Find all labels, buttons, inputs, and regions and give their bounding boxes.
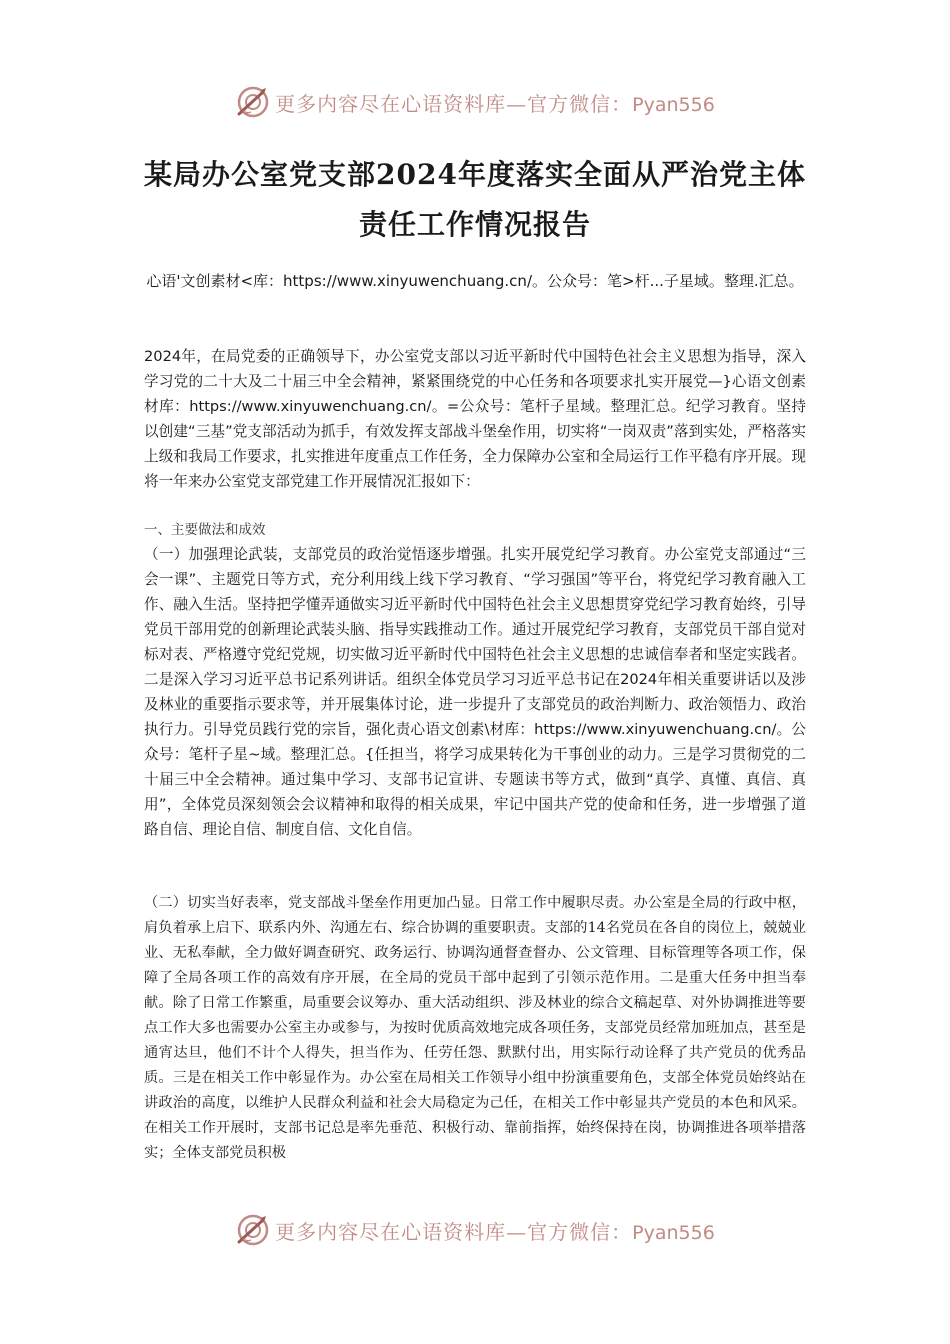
header-banner-message: 更多内容尽在心语资料库—官方微信： bbox=[275, 91, 633, 116]
document-title: 某局办公室党支部2024年度落实全面从严治党主体责任工作情况报告 bbox=[144, 158, 806, 241]
header-banner-text bbox=[275, 88, 715, 117]
footer-banner-wechat-id: Pyan556 bbox=[632, 1221, 715, 1244]
logo-icon bbox=[235, 84, 271, 120]
source-note: 心语'文创素材<库：https://www.xinyuwenchuang.cn/。公众号：笔>杆...子星域。整理.汇总。 bbox=[146, 272, 804, 290]
body-paragraph-2: （二）切实当好表率，党支部战斗堡垒作用更加凸显。日常工作中履职尽责。办公室是全局的行政中枢，肩负着承上启下、联系内外、沟通左右、综合协调的重要职责。支部的14名党员在各自的岗位上，兢兢业业、无私奉献，全力做好调查研究、政务运行、协调沟通督查督办、公文管理、目标管理等各项工作，保障了全局各项工作的高效有序开展，在全局的党员干部中起到了引领示范作用。二是重大任务中担当奉献。除了日常工作繁重，局重要会议筹办、重大活动组织、涉及林业的综合文稿起草、对外协调推进等要点工作大多也需要办公室主办或参与，为按时优质高效地完成各项任务，支部党员经常加班加点，甚至是通宵达旦，他们不计个人得失，担当作为、任劳任怨、默默付出，用实际行动诠释了共产党员的优秀品质。三是在相关工作中彰显作为。办公室在局相关工作领导小组中扮演重要角色，支部全体党员始终站在讲政治的高度，以维护人民群众利益和社会大局稳定为己任，在相关工作中彰显共产党员的本色和风采。在相关工作开展时，支部书记总是率先垂范、积极行动、靠前指挥，始终保持在岗，协调推进各项举措落实；全体支部党员积极 bbox=[144, 895, 806, 1161]
body-paragraph-1: （一）加强理论武装，支部党员的政治觉悟逐步增强。扎实开展党纪学习教育。办公室党支部通过“三会一课”、主题党日等方式，充分利用线上线下学习教育、“学习强国”等平台，将党纪学习教育融入工作、融入生活。坚持把学懂弄通做实习近平新时代中国特色社会主义思想贯穿党纪学习教育始终，引导党员干部用党的创新理论武装头脑、指导实践推动工作。通过开展党纪学习教育，支部党员干部自觉对标对表、严格遵守党纪党规，切实做习近平新时代中国特色社会主义思想的忠诚信奉者和坚定实践者。二是深入学习习近平总书记系列讲话。组织全体党员学习习近平总书记在2024年相关重要讲话以及涉及林业的重要指示要求等，并开展集体讨论，进一步提升了支部党员的政治判断力、政治领悟力、政治执行力。引导党员践行党的宗旨，强化责心语文创素\材库：https://www.xinyuwenchuang.cn/。公众号：笔杆子星~域。整理汇总。{任担当，将学习成果转化为干事创业的动力。三是学习贯彻党的二十届三中全会精神。通过集中学习、支部书记宣讲、专题读书等方式，做到“真学、真懂、真信、真用”，全体党员深刻领会会议精神和取得的相关成果，牢记中国共产党的使命和任务，进一步增强了道路自信、理论自信、制度自信、文化自信。 bbox=[144, 546, 806, 838]
intro-paragraph: 2024年，在局党委的正确领导下，办公室党支部以习近平新时代中国特色社会主义思想为指导，深入学习党的二十大及二十届三中全会精神，紧紧围绕党的中心任务和各项要求扎实开展党—}心语文创素材库：https://www.xinyuwenchuang.cn/。=公众号：笔杆子星域。整理汇总。纪学习教育。坚持以创建“三基”党支部活动为抓手，有效发挥支部战斗堡垒作用，切实将“一岗双责”落到实处，严格落实上级和我局工作要求，扎实推进年度重点工作任务，全力保障办公室和全局运行工作平稳有序开展。现将一年来办公室党支部党建工作开展情况汇报如下： bbox=[144, 348, 806, 490]
header-banner bbox=[0, 80, 950, 124]
section-heading: 一、主要做法和成效 bbox=[144, 522, 266, 538]
footer-banner bbox=[0, 1208, 950, 1252]
logo-icon bbox=[235, 1212, 271, 1248]
footer-banner-text bbox=[275, 1216, 715, 1245]
header-banner-wechat-id: Pyan556 bbox=[632, 93, 715, 116]
footer-banner-message: 更多内容尽在心语资料库—官方微信： bbox=[275, 1219, 633, 1244]
